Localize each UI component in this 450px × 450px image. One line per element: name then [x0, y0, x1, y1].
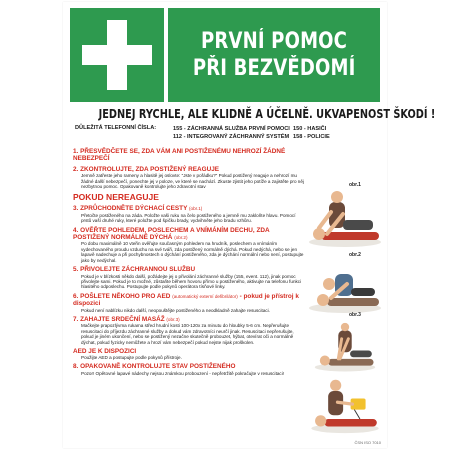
- poster: [63, 2, 436, 448]
- phone-label: DŮLEŽITÁ TELEFONNÍ ČÍSLA:: [75, 125, 157, 131]
- poster-header: [70, 8, 380, 102]
- step-7: [73, 316, 305, 345]
- cpr-illustration: [307, 322, 383, 374]
- airway-illustration: [307, 188, 383, 250]
- aed-heading: AED JE K DISPOZICI: [73, 347, 137, 355]
- step-body: Pozor! Opětovné lapavé nádechy nejsou známkou probouzení - nepřetržitě pokračujte v resuscitaci!: [81, 370, 285, 376]
- aed-step: [73, 355, 305, 360]
- step-body: Použijte AED a postupujte podle pokynů přístroje.: [81, 354, 182, 360]
- step-heading: 4. OVĚŘTE POHLEDEM, POSLECHEM A VNÍMÁNÍM DECHU, ZDA POSTIŽENÝ NORMÁLNĚ DÝCHÁ: [73, 226, 270, 242]
- title-line-2: PŘI BEZVĚDOMÍ: [192, 56, 356, 81]
- phone-155: 155 - ZÁCHRANNÁ SLUŽBA PRVNÍ POMOCI: [173, 126, 290, 132]
- figure-label-1: obr.1: [349, 182, 361, 188]
- title-line-1: PRVNÍ POMOC: [200, 29, 348, 54]
- phone-112: 112 - INTEGROVANÝ ZÁCHRANNÝ SYSTÉM: [173, 134, 290, 140]
- step-heading-tail: - pokud je přístroj k dispozici: [73, 292, 299, 308]
- phone-158: 158 - POLICIE: [293, 134, 330, 140]
- standard-code: ČSN ISO 7010: [354, 440, 381, 445]
- step-body: Pokud je v blízkosti někdo další, požádejte jej o přivolání záchranné služby (155, event. 112), jinak pomoc přivolejte sami. Pokud je to možné, zůstaňte během hovoru přímo u postiženého, aktivujte na telefonu funkci hlasitého odposlechu. Postupujte podle pokynů operátora tísňové linky.: [81, 273, 302, 290]
- step-heading: 7. ZAHAJTE SRDEČNÍ MASÁŽ: [73, 315, 165, 323]
- phone-150: 150 - HASIČI: [293, 126, 327, 132]
- aed-note: (automatický externí defibrilátor): [172, 293, 238, 299]
- section-heading: POKUD NEREAGUJE: [73, 192, 159, 203]
- step-5: [73, 266, 305, 290]
- step-body: Přetočte postiženého na záda. Položte vaši ruku na čelo postiženého a jemně mu zakloňte hlavu. Pomocí prstů vaší druhé ruky, které položte pod špičku brady, vydvihněte jeho bradu vzhůru.: [81, 212, 296, 224]
- step-body: Po dobu maximálně 10 vteřin ověřujte současným pohledem na hrudník, poslechem a vnímáním vydechovaného proudu vzduchu na své tváři, zda postižený normálně dýchá. Pokud nedýchá, nebo se jen lapavě nadechuje a při pochybnostech o dýchání postiženého, zda je dýchání normální nebo není, postupujte jako by nedýchal.: [81, 241, 304, 263]
- figure-tag: (obr.3): [166, 316, 180, 322]
- figure-label-3: obr.3: [349, 312, 361, 318]
- step-body: Pokud není nablízku nikdo další, neopouštějte postiženého a neodkladně zahajte resuscitaci.: [81, 307, 270, 313]
- breathing-check-illustration: [307, 254, 383, 316]
- step-8: [73, 363, 305, 376]
- step-heading: 8. OPAKOVANĚ KONTROLUJTE STAV POSTIŽENÉHO: [73, 363, 236, 371]
- title-box: [168, 8, 380, 102]
- step-heading: 5. PŘIVOLEJTE ZÁCHRANNOU SLUŽBU: [73, 266, 196, 274]
- step-6: [73, 293, 305, 313]
- first-aid-cross-icon: [70, 8, 164, 102]
- step-2: [73, 166, 305, 190]
- step-body: Jemně zatřeste jeho rameny a hlasitě jej oslovte: "Jste v pořádku?" Pokud postižený reaguje a nehrozí mu žádné další nebezpečí, ponechte jej v poloze, ve které se nachází. Zkuste zjistit jeho potíže a zajistěte pro něj nezbytnou pomoc. Opakovaně kontrolujte jeho zdravotní stav: [81, 173, 304, 190]
- instructions: [73, 148, 305, 379]
- slogan: JEDNEJ RYCHLE, ALE KLIDNĚ A ÚČELNĚ. UKVAPENOST ŠKODÍ !: [98, 106, 436, 121]
- figure-label-2: obr.2: [349, 252, 361, 258]
- phone-numbers: [75, 124, 379, 146]
- step-heading: 1. PŘESVĚDČETE SE, ZDA VÁM ANI POSTIŽENÉMU NEHROZÍ ŽÁDNÉ NEBEZPEČÍ: [73, 148, 286, 163]
- step-heading: 2. ZKONTROLUJTE, ZDA POSTIŽENÝ REAGUJE: [73, 165, 220, 173]
- figure-tag: (obr.1): [189, 206, 203, 212]
- step-body: Mačkejte prapozlývma rukama střed hrudní kosti 100-120x za minutu do hloubky 5-6 cm. Nepřerušujte resuscitaci do příjezdu záchranné služby a dokud vám zdravotníci neurčí jinak. Resuscitaci nepřerušujte, pokud je jiném ukončení, nebo se postižený nezačne skutečně probouzet, hýbat, otevírat oči a normálně dýchat, pokud fyzicky nemůžete a hrozí vám nebezpečí pokud nejste nijak proškolen.: [81, 323, 294, 345]
- step-1: [73, 148, 305, 163]
- figure-tag: (obr.2): [174, 235, 188, 241]
- step-heading: 3. ZPRŮCHODNĚTE DÝCHACÍ CESTY: [73, 205, 188, 213]
- step-3: [73, 205, 305, 223]
- step-4: [73, 227, 305, 263]
- step-heading: 6. POŠLETE NĚKOHO PRO AED: [73, 292, 171, 300]
- aed-illustration: [307, 376, 383, 434]
